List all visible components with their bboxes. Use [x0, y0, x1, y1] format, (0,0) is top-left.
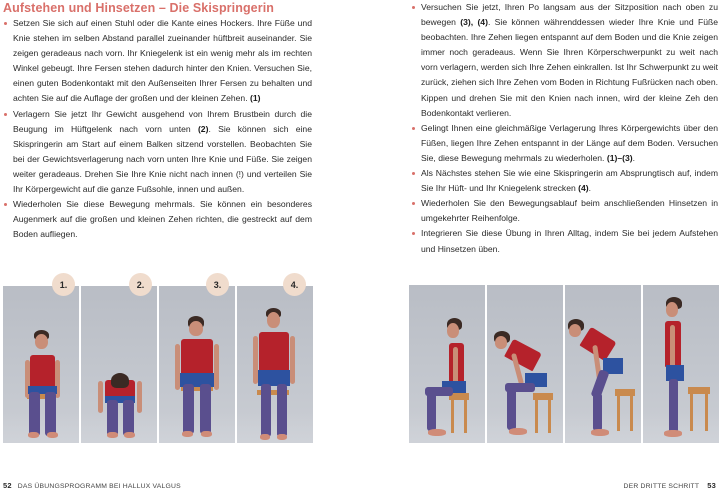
side-view-photo-strip: [409, 285, 719, 443]
bullet-icon: [412, 172, 415, 175]
bullet-icon: [4, 203, 7, 206]
step-number-badge: 2.: [129, 273, 152, 296]
bullet-text: Versuchen Sie jetzt, Ihren Po langsam aus der Sitzposition nach oben zu bewegen: [421, 2, 718, 28]
figure-reference: (2): [197, 123, 209, 134]
section-heading: Aufstehen und Hinsetzen – Die Skispringerin: [3, 1, 275, 15]
list-item: [3, 107, 312, 198]
left-text-column: [3, 16, 312, 242]
right-text-column: [411, 0, 718, 257]
photo-step-2-leaning-front: [81, 286, 157, 443]
bullet-text: Wiederholen Sie diese Bewegung mehrmals. Sie können ein besonderes Augenmerk auf die großen und kleinen Zehen richten, die gestreckt auf dem Boden aufliegen.: [13, 199, 312, 240]
photo-step-1-seated-front: [3, 286, 79, 443]
step-number-badge: 1.: [52, 273, 75, 296]
photo-step-3-rising-front: [159, 286, 235, 443]
bullet-icon: [412, 202, 415, 205]
bullet-icon: [4, 22, 7, 25]
bullet-text: Verlagern Sie jetzt Ihr Gewicht ausgehend von Ihrem Brustbein durch die Beugung im Hüftgelenk nach vorn unten: [13, 108, 312, 134]
page-footer-left: [3, 481, 181, 490]
bullet-text: Setzen Sie sich auf einen Stuhl oder die Kante eines Hockers. Ihre Füße und Knie stehen im selben Abstand parallel zueinander hüftbreit auseinander. Sie zeigen geradeaus nach vorn. Ihr Kniegelenk ist ein wenig mehr als im rechten Winkel gebeugt. Ihre Fersen stehen dadurch hinter den Knien. Versuchen Sie, einen guten Bodenkontakt mit den Außenseiten Ihrer Fersen zu behalten und achten Sie auf die Auflage der großen und der kleinen Zehen.: [13, 18, 312, 104]
list-item: [3, 197, 312, 242]
bullet-icon: [412, 6, 415, 9]
running-title: DAS ÜBUNGSPROGRAMM BEI HALLUX VALGUS: [17, 483, 181, 490]
photo-step-3-rising-side: [565, 285, 641, 443]
photo-step-4-standing-side: [643, 285, 719, 443]
right-page: [360, 0, 720, 494]
right-bullet-list: [411, 0, 718, 257]
bullet-icon: [412, 127, 415, 130]
bullet-text-after: .: [632, 152, 636, 163]
front-view-photo-strip: [3, 286, 313, 443]
bullet-icon: [4, 113, 7, 116]
photo-step-4-standing-front: [237, 286, 313, 443]
bullet-text: Integrieren Sie diese Übung in Ihren Alltag, indem Sie bei jedem Aufstehen und Hinsetzen üben.: [421, 228, 718, 254]
list-item: [411, 121, 718, 166]
bullet-text-after: . Sie können währenddessen wieder Ihre Knie und Füße beobachten. Ihre Zehen liegen entspannt auf dem Boden und die Knie zeigen immer noch geradeaus. Wenn Sie Ihren Körperschwerpunkt zu weit nach vorn verlagern, werden sich Ihre Zehen einkrallen. Ist Ihr Schwerpunkt zu weit zurück, ziehen sich Ihre Zehen vom Boden in Richtung Fußrücken nach oben. Kippen und drehen Sie mit den Knien nach innen, wird der kleine Zeh den Bodenkontakt verlieren.: [421, 17, 719, 118]
figure-reference: (1): [249, 93, 261, 104]
figure-reference: (1)–(3): [606, 152, 633, 163]
step-number-badge: 4.: [283, 273, 306, 296]
photo-step-1-seated-side: [409, 285, 485, 443]
list-item: [3, 16, 312, 107]
figure-reference: (3), (4): [460, 17, 488, 28]
page-footer-right: [624, 481, 716, 490]
bullet-text-after: .: [588, 183, 592, 194]
figure-reference: (4): [578, 183, 589, 194]
page-number: 53: [707, 481, 716, 490]
left-bullet-list: [3, 16, 312, 242]
page-number: 52: [3, 481, 12, 490]
photo-step-2-leaning-side: [487, 285, 563, 443]
step-number-badge: 3.: [206, 273, 229, 296]
running-title: DER DRITTE SCHRITT: [623, 483, 700, 490]
list-item: [411, 226, 718, 256]
bullet-icon: [412, 232, 415, 235]
list-item: [411, 0, 718, 121]
list-item: [411, 196, 718, 226]
bullet-text: Gelingt Ihnen eine gleichmäßige Verlagerung Ihres Körpergewichts über den Füßen, liegen Ihre Zehen entspannt in der Länge auf dem Boden. Versuchen Sie, diese Bewegung mehrmals zu wiederholen.: [421, 122, 718, 163]
bullet-text-after: . Sie können sich eine Skispringerin am Start auf einem Balken sitzend vorstellen. Beobachten Sie bei der Gewichtsverlagerung nach vorn unten Ihre Knie und Füße. Sie zeigen weiter geradeaus. Drehen Sie Ihre Knie nicht nach innen (!) und verteilen Sie Ihr Körpergewicht auf die ganze Fußsohle, innen und außen.: [13, 123, 312, 195]
list-item: [411, 166, 718, 196]
bullet-text: Wiederholen Sie den Bewegungsablauf beim anschließenden Hinsetzen in umgekehrter Reihenfolge.: [421, 198, 718, 224]
bullet-text: Als Nächstes stehen Sie wie eine Skispringerin am Absprungtisch auf, indem Sie Ihr Hüft- und Ihr Kniegelenk strecken: [421, 168, 718, 194]
